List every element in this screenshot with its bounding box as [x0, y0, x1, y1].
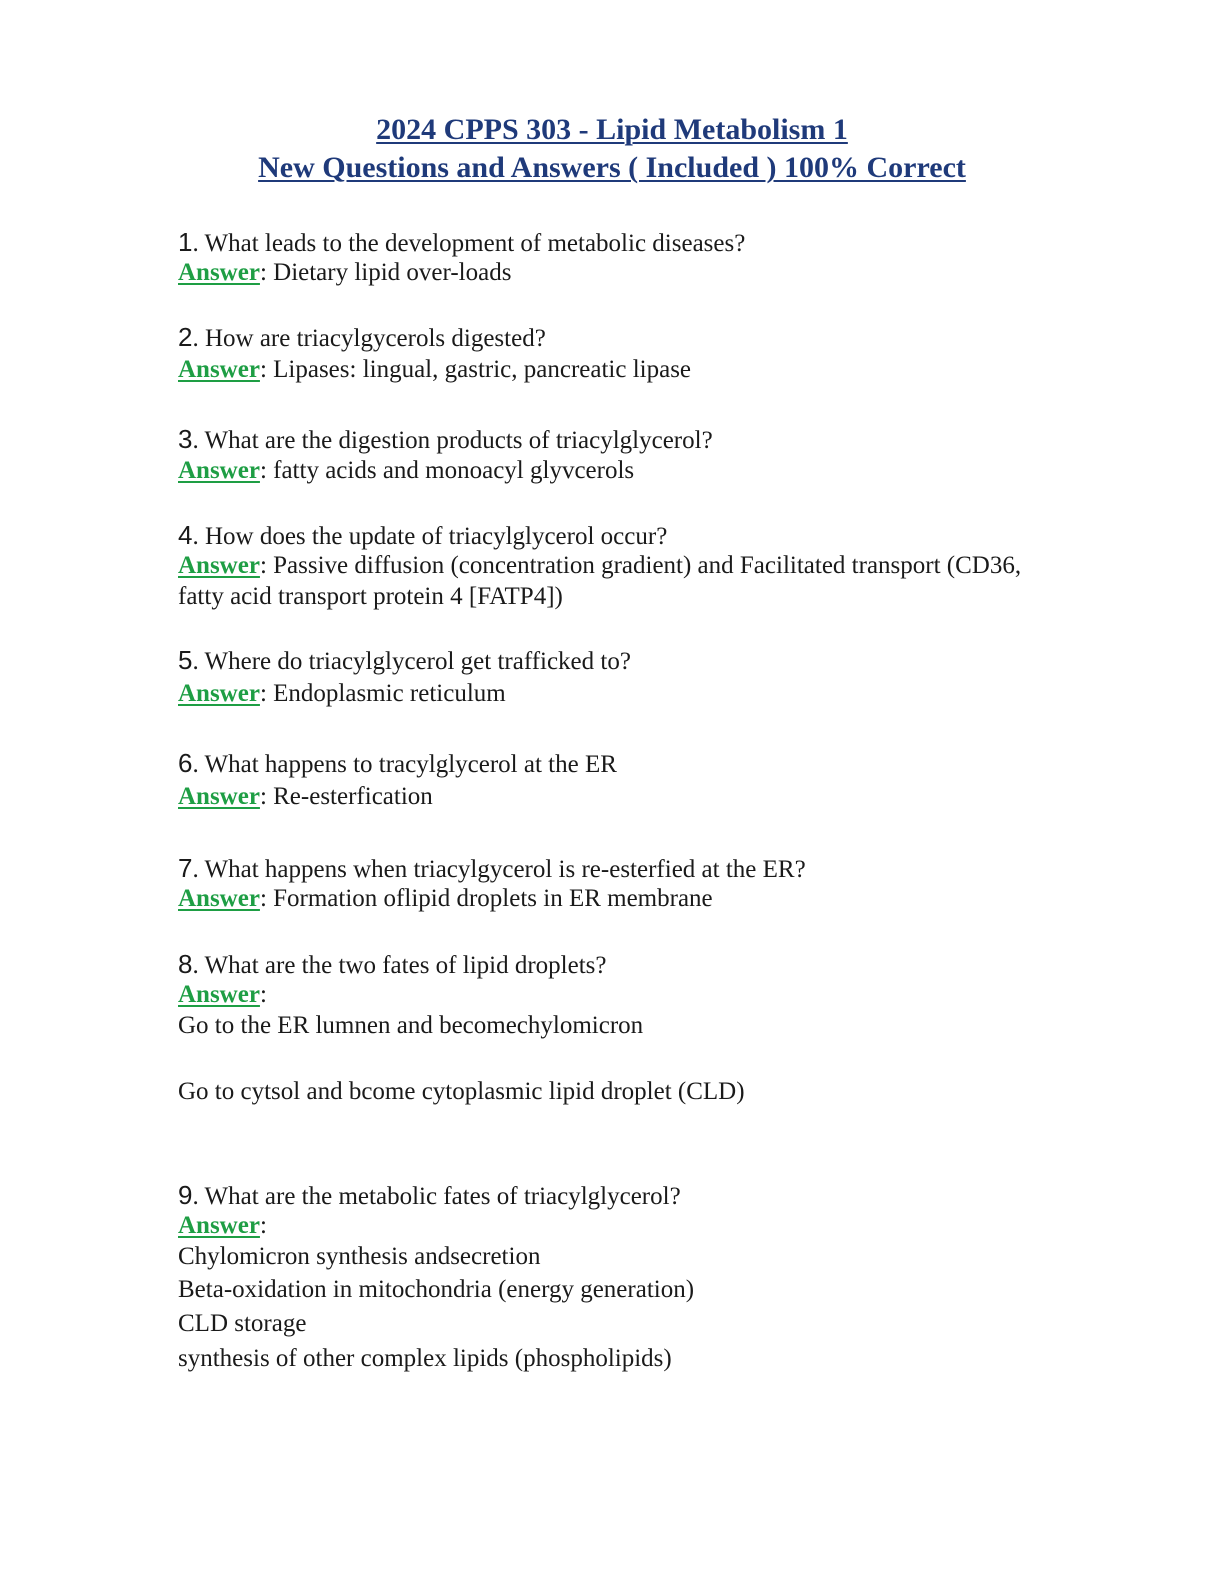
answer-text: : Dietary lipid over-loads — [259, 259, 512, 286]
question-number: 6 — [178, 748, 193, 778]
question-number: 5 — [178, 645, 193, 675]
answer-8 — [178, 980, 267, 1010]
question-text: How are triacylgycerols digested? — [204, 325, 546, 352]
answer-text: : Re-esterfication — [259, 783, 433, 810]
answer-label: Answer — [178, 552, 260, 579]
question-text: What are the digestion products of triacylglycerol? — [204, 427, 713, 454]
answer-1 — [178, 258, 511, 288]
answer-label: Answer — [178, 885, 260, 912]
question-1: 1. What leads to the development of metabolic diseases? — [178, 227, 746, 257]
answer-label: Answer — [178, 981, 260, 1008]
answer-text: : — [259, 1212, 267, 1239]
answer-2 — [178, 355, 691, 385]
answer-4 — [178, 551, 1021, 581]
question-8: 8. What are the two fates of lipid droplets? — [178, 949, 607, 979]
question-3: 3. What are the digestion products of triacylglycerol? — [178, 424, 713, 454]
question-text: What happens to tracylglycerol at the ER — [204, 751, 617, 778]
question-text: Where do triacylglycerol get trafficked to? — [204, 648, 631, 675]
answer-label: Answer — [178, 1212, 260, 1239]
question-7: 7. What happens when triacylgycerol is re-esterfied at the ER? — [178, 853, 806, 883]
question-text: What happens when triacylgycerol is re-esterfied at the ER? — [204, 856, 806, 883]
page-subtitle: New Questions and Answers ( Included ) 100% Correct — [258, 151, 966, 184]
answer-9-line: Chylomicron synthesis andsecretion — [178, 1243, 541, 1270]
answer-label: Answer — [178, 259, 260, 286]
answer-label: Answer — [178, 356, 260, 383]
question-number: 2 — [178, 322, 193, 352]
question-4: 4. How does the update of triacylglycerol occur? — [178, 520, 668, 550]
answer-label: Answer — [178, 457, 260, 484]
answer-text: : Endoplasmic reticulum — [259, 680, 506, 707]
answer-8-line: Go to the ER lumnen and becomechylomicron — [178, 1012, 644, 1039]
answer-9-line: synthesis of other complex lipids (phospholipids) — [178, 1345, 672, 1372]
question-number: 9 — [178, 1180, 193, 1210]
question-9: 9. What are the metabolic fates of triacylglycerol? — [178, 1180, 681, 1210]
question-text: What leads to the development of metabolic diseases? — [204, 230, 746, 257]
answer-text: : Formation oflipid droplets in ER membrane — [259, 885, 713, 912]
question-number: 4 — [178, 520, 193, 550]
answer-text: : Passive diffusion (concentration gradient) and Facilitated transport (CD36, — [259, 552, 1022, 579]
question-number: 1 — [178, 227, 193, 257]
answer-text: : — [259, 981, 267, 1008]
question-text: What are the metabolic fates of triacylglycerol? — [204, 1183, 681, 1210]
question-number: 3 — [178, 424, 193, 454]
question-number: 8 — [178, 949, 193, 979]
question-number: 7 — [178, 853, 193, 883]
answer-9-line: Beta-oxidation in mitochondria (energy generation) — [178, 1276, 695, 1303]
answer-6 — [178, 782, 433, 812]
answer-8-line: Go to cytsol and bcome cytoplasmic lipid droplet (CLD) — [178, 1078, 745, 1105]
page-title: 2024 CPPS 303 - Lipid Metabolism 1 — [376, 113, 848, 146]
answer-text: : Lipases: lingual, gastric, pancreatic lipase — [259, 356, 692, 383]
question-text: What are the two fates of lipid droplets? — [204, 952, 607, 979]
answer-9-line: CLD storage — [178, 1310, 307, 1337]
question-6: 6. What happens to tracylglycerol at the ER — [178, 748, 617, 778]
answer-text: : fatty acids and monoacyl glyvcerols — [259, 457, 635, 484]
question-2: 2. How are triacylgycerols digested? — [178, 322, 546, 352]
answer-label: Answer — [178, 680, 260, 707]
answer-7 — [178, 884, 713, 914]
answer-4-continued: fatty acid transport protein 4 [FATP4]) — [178, 583, 563, 610]
answer-9 — [178, 1211, 267, 1241]
answer-3 — [178, 456, 634, 486]
answer-5 — [178, 679, 506, 709]
question-5: 5. Where do triacylglycerol get trafficked to? — [178, 645, 631, 675]
answer-label: Answer — [178, 783, 260, 810]
question-text: How does the update of triacylglycerol occur? — [204, 523, 668, 550]
